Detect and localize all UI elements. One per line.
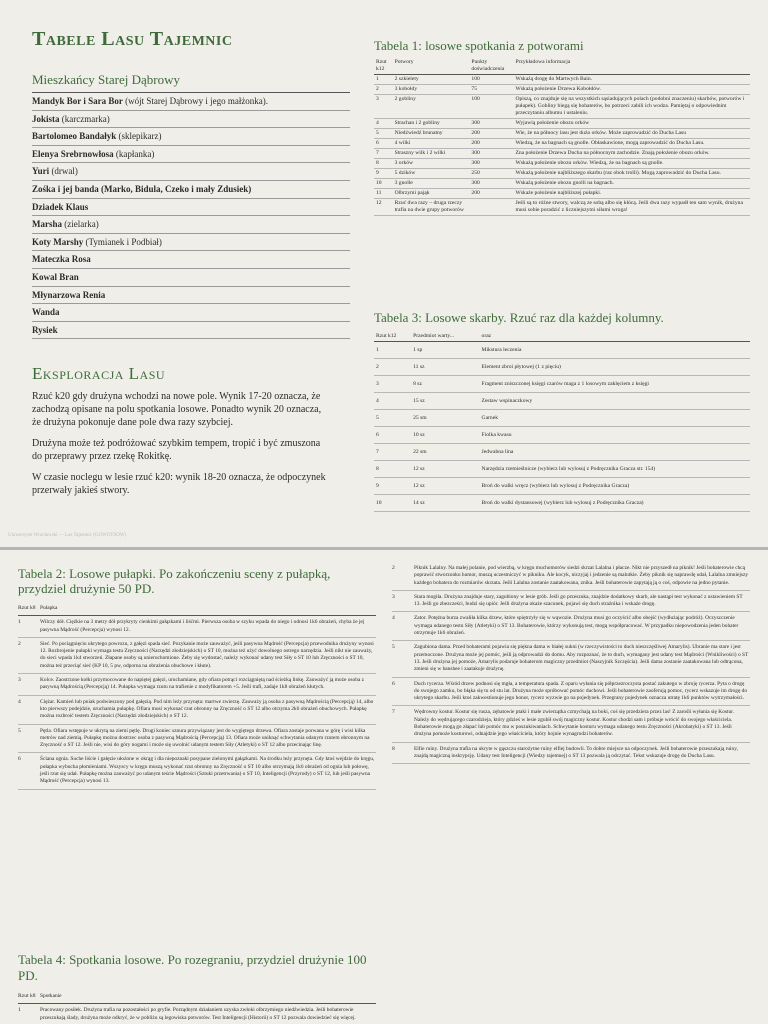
resident-name: Rysiek — [32, 324, 58, 335]
resident-row — [32, 322, 350, 340]
table4 — [18, 990, 376, 1024]
exploration-paragraph: Drużyna może też podróżować szybkim tempem, tropić i być zmuszona do przeprawy przez rzekę Rokitkę. — [32, 438, 321, 462]
table3 — [374, 332, 750, 512]
table1-cell: Wskażą położenie obozu orków. Wiedzą, że na bagnach są gnolle. — [515, 160, 664, 166]
table-row — [392, 591, 750, 613]
resident-name: Koty Marshy — [32, 236, 84, 247]
table1-cell: 100 — [471, 96, 480, 102]
table1-cell: 2 szkielety — [394, 76, 419, 82]
table-row — [374, 478, 750, 495]
table1-cell: Wyjawią położenie obozu orków — [515, 120, 590, 126]
table3-cell: 2 — [376, 364, 379, 370]
table2-roll: 1 — [18, 619, 21, 626]
table-row — [18, 696, 376, 725]
resident-name: Młynarzowa Renia — [32, 289, 106, 300]
resident-row — [32, 163, 350, 181]
resident-row — [32, 93, 350, 111]
table1-cell: Wie, że na północy lasu jest dużo orków. Może zaprowadzić do Ducha Lasu — [515, 130, 687, 136]
table3-cell: Broń do walki dystansowej (wybierz lub wylosuj z Podręcznika Gracza) — [481, 500, 644, 506]
table1-header: Punkty doświadczenia — [471, 59, 505, 72]
table-row — [374, 189, 750, 199]
table3-cell: Jedwabna lina — [481, 449, 514, 455]
table2-roll: 5 — [18, 727, 21, 734]
table-row — [374, 159, 750, 169]
table2-trap: Wilczy dół. Ciężkie na 3 metry dół przykryty cienkimi gałązkami i liśćmi. Pierwsza osoba w szyku wpada do niego i odnosi 1k6 obrażeń, chyba że jej pasywna Mądrość (Percepcja) wynosi 12. — [40, 619, 365, 633]
table1-cell: Strachan i 2 gobliny — [394, 120, 440, 126]
residents-heading: Mieszkańcy Starej Dąbrowy — [32, 72, 350, 93]
table2-roll: 4 — [18, 698, 21, 705]
table4-roll: 1 — [18, 1007, 21, 1014]
table1-cell: Wskażą położenie obozu gnolli na bagnach. — [515, 180, 614, 186]
table1-cell: 4 wilki — [394, 140, 411, 146]
table1-cell: Zna położenie Drzewa Ducha na północnym zachodzie. Znają położenie obozu orków. — [515, 150, 710, 156]
table1-cell: 100 — [471, 76, 480, 82]
table3-cell: 8 — [376, 466, 379, 472]
table3-cell: 3 — [376, 381, 379, 387]
table3-cell: 7 — [376, 449, 379, 455]
table2-section — [18, 566, 376, 790]
table1-cell: 300 — [471, 150, 480, 156]
resident-row — [32, 146, 350, 164]
table2 — [18, 602, 376, 790]
table4-encounter: Zagubiona dama. Przed bohaterami pojawia się piękna dama w białej sukni (w rzeczywistości to duch nieszczęśliwej Amarylis). Ubranie ma stare i jest przemoczone. Drużyna może jej pomóc, jeśli ją odprowadzi do domu. Aby rozpoznać, że to duch, wymagany jest udany test Mądrości (Wnikliwości) o ST 13. Jeśli drużyna jej pomoże, Amarylis podaruje bohaterom magiczny przedmiot (Naszyjnik Szczęścia). Jeśli dama zostanie zaatakowana lub odtrącona, zmieni się w banshee i zaatakuje drużynę. — [414, 644, 749, 673]
table1-cell: 3 gnolle — [394, 180, 413, 186]
table1-cell: Wskaże położenie najbliższej pułapki. — [515, 190, 602, 196]
table3-cell: Fragment zniszczonej księgi czarów maga z 1 losowym zaklęciem z księgi — [481, 381, 649, 387]
table1-cell: 200 — [471, 130, 480, 136]
resident-name: Kowal Bran — [32, 271, 79, 282]
table-row — [374, 393, 750, 410]
table1-cell: 9 — [376, 170, 379, 176]
table1-cell: Rzuć dwa razy – druga rzeczy trafia na dwie grupy potworów — [394, 200, 464, 213]
table4-encounter: Wędrowny kostur. Kostur się rusza, zębatowie ptaki i małe zwierzątka czmychają na boki, coś się przedziera przez las! Z zarośli wyłania się Kostur. Należy do wędrującego czarodzieja, który gdzieś w lesie zgubił swój magiczny kostur. Kostur chodzi sam i próbuje wrócić do swojego właściciela. Bohaterowie mogą go złapać lub pomóc mu w poszukiwaniach. Schwytanie kosturu wymaga udanego testu Zręczności (Akrobatyki) o ST 13. Jeśli drużyna pomoże kosturowi, odnajdzie jego właściciela, który hojnie wynagrodzi bohaterów. — [414, 709, 735, 738]
table3-header: Przedmiot warty... — [413, 333, 455, 339]
table3-cell: Broń do walki wręcz (wybierz lub wylosuj z Podręcznika Gracza) — [481, 483, 630, 489]
table1-cell: 250 — [471, 170, 480, 176]
table1-cell: Wskażą drogę do Martwych Bain. — [515, 76, 593, 82]
table-row — [18, 1004, 376, 1024]
table1-cell: 11 — [376, 190, 382, 196]
table4-continued-rows — [392, 562, 750, 764]
table1-cell: 2 — [376, 86, 379, 92]
table4-roll: 2 — [392, 565, 395, 571]
table1 — [374, 58, 750, 216]
table3-cell: 11 sz — [413, 364, 425, 370]
table1-section — [374, 38, 750, 216]
table3-cell: 1 — [376, 347, 379, 353]
exploration-heading: Eksploracja Lasu — [32, 364, 166, 383]
table1-cell: 2 gobliny — [394, 96, 416, 102]
table1-cell: 7 — [376, 150, 379, 156]
resident-row — [32, 304, 350, 322]
table-row — [374, 444, 750, 461]
table1-cell: 4 — [376, 120, 379, 126]
table-row — [374, 495, 750, 512]
resident-name: Bartolomeo Bandałyk — [32, 131, 117, 142]
table1-cell: 75 — [471, 86, 477, 92]
table3-title: Tabela 3: Losowe skarby. Rzuć raz dla każdej kolumny. — [374, 310, 664, 325]
resident-row — [32, 251, 350, 269]
table-row — [374, 199, 750, 216]
table1-cell: 300 — [471, 160, 480, 166]
table4-roll: 5 — [392, 644, 395, 651]
table1-cell: Straszny wilk i 2 wilki — [394, 150, 446, 156]
table3-cell: 10 — [376, 500, 382, 506]
table1-cell: 6 — [376, 140, 379, 146]
table1-title: Tabela 1: losowe spotkania z potworami — [374, 38, 584, 53]
table3-cell: 4 — [376, 398, 379, 404]
table4-continued — [392, 562, 750, 764]
table-row — [392, 641, 750, 677]
table1-cell: 5 dzików — [394, 170, 416, 176]
resident-name: Yuri — [32, 166, 50, 177]
resident-row — [32, 111, 350, 129]
table1-cell: 12 — [376, 200, 382, 206]
table1-cell: 300 — [471, 120, 480, 126]
table2-header-roll: Rzut k8 — [18, 605, 36, 611]
table-row — [374, 342, 750, 359]
table-row — [392, 612, 750, 641]
exploration-text — [32, 390, 332, 505]
resident-row — [32, 199, 350, 217]
resident-name: Mateczka Rosa — [32, 254, 91, 265]
table4-header-roll: Rzut k8 — [18, 993, 36, 999]
table1-cell: Jeśli są to różne stwory, walczą ze sobą albo się kłócą. Jeśli dwa razy wypadł ten sam wynik, drużyna musi sobie poradzić z liczniejszymi siłami wroga! — [515, 200, 743, 213]
table-row — [374, 95, 750, 119]
table1-cell: 200 — [471, 140, 480, 146]
table2-trap: Sieć. Po pociągnięciu ukrytego powrozu, z gałęzi spada sieć. Pozykanie może zauważyć, jeśli pasywna Mądrość (Percepcja) przewodnika drużyny wynosi 12. Rozbrojenie pułapki wymaga testu Zręczności (Narzędzi złodziejskich) o ST 10, można też użyć dowolnego ostrego narzędzia. Jeśli nikt nie zauważy, do sieci wpada 1k4 stworzeń. Złapane osoby są unieruchomione. Żeby się wydostać, należy wykonać udany test Siły o ST 10 lub Zręczności o ST 10, można też przeciąć sieć (KP 10, 5 pw, odporna na obrażenia obuchowe i kłute). — [40, 640, 374, 669]
resident-row — [32, 181, 350, 199]
table1-cell: Opiszą, co znajduje się na wszystkich sąsiadujących polach (podobni znaczeniu) skarbów, potworów i pułapek). Gobliny biegą się bohaterów, bo potrzeci zabili ich wodza. Pamiętaj o odpowiednim przeczytaniu albumu i ustaleniu. — [515, 96, 745, 116]
resident-row — [32, 269, 350, 287]
table4-encounter: Duch rycerza. Wśród drzew podnosi się mgła, a temperatura spada. Z oparu wyłania się półprzezroczysta postać zakutego w zbroję rycerza. Pyta o drogę do swojego zamku, bo błąka się tu od stu lat. Drużyna może spróbować pomóc duchowi. Jeśli bohaterowie zaoferują pomoc, rycerz wskazuje im drogę do ukrytego skarbu. Jeśli ktoś zakwestionuje jego honor, rycerz wyzwie go na pojedynek. Przegrany pojedynek oznacza utratę 1k6 punktów wytrzymałości. — [414, 680, 748, 702]
resident-name: Mandyk Bor i Sara Bor — [32, 96, 123, 106]
table1-cell: Wskażą położenie Drzewa Kobołdów. — [515, 86, 602, 92]
table3-cell: 9 — [376, 483, 379, 489]
table2-roll: 6 — [18, 756, 21, 763]
table-row — [374, 139, 750, 149]
table4-encounter: Zator. Potężna burza zwaliła kilka drzew, które spiętrzyły się w wąwozie. Drużyna musi go oczyścić albo obejść (wydłużając podróż). Oczyszczenie wymaga udanego testu Siły (Atletyki) o ST 13. Bohaterowie, którzy wykonują test, mogą współpracować. W przypadku niepowodzenia jeden bohater otrzymuje 1k6 obrażeń. — [414, 615, 739, 637]
table4-header-encounter: Spotkanie — [40, 993, 62, 999]
page-divider — [0, 547, 768, 550]
table-row — [392, 562, 750, 591]
table2-roll: 3 — [18, 677, 21, 684]
table1-cell: 5 — [376, 130, 379, 136]
table-row — [374, 129, 750, 139]
resident-name: Elenya Srebrnowłosa — [32, 148, 114, 159]
table-row — [374, 461, 750, 478]
table1-cell: 8 — [376, 160, 379, 166]
table1-cell: 3 orków — [394, 160, 414, 166]
table4-encounter: Pracowany posiłek. Drużyna trafia na pozostałości po gryfie. Porządnym działaniem uzyska zwłoki olbrzymiego niedźwiedzia. Jeśli bohaterowie przeszukają ślady, drużyna może odkryć, że w pobliżu są legowiska potworów. Test Inteligencji (Historii) o ST 12 pozwala dowiedzieć się więcej. — [40, 1007, 356, 1021]
table-row — [374, 85, 750, 95]
table4-title: Tabela 4: Spotkania losowe. Po rozegraniu, przydziel drużynie 100 PD. — [18, 952, 367, 983]
table4-encounter: Elfie ruiny. Drużyna trafia na ukryte w gąszczu starożytne ruiny elfiej budowli. To dobre miejsce na odpoczynek. Jeśli bohaterowie przeszukają ruiny, znajdą magiczną inskrypcję. Udany test Inteligencji (Wiedzy tajemnej) o ST 13 pozwala ją odczytać. Tekst wskazuje drogę do Ducha Lasu. — [414, 745, 738, 759]
table2-trap: Kolce. Zaostrzone kołki przymocowane do napiętej gałęzi, uruchamiane, gdy ofiara potrąci rozciągniętą nad ścieżką linkę. Zauważyć ją może osoba z pasywną Mądrością (Percepcją) 14. Pułapka wymaga rzutu na trafienie z modyfikatorem +5. Jeśli trafi, zadaje 1k8 obrażeń kłutych. — [40, 677, 365, 691]
table1-cell: 3 kobołdy — [394, 86, 418, 92]
table2-roll: 2 — [18, 640, 21, 647]
table1-cell: 300 — [471, 180, 480, 186]
resident-row — [32, 234, 350, 252]
exploration-paragraph: Rzuć k20 gdy drużyna wchodzi na nowe pole. Wynik 17-20 oznacza, że zachodzą opisane na polu spotkania losowe. Ponadto wynik 20 oznacza, że drużyna pokonuje dane pole dwa razy szybciej. — [32, 391, 322, 428]
table1-header: Potwory — [394, 59, 414, 65]
residents-list — [32, 93, 350, 339]
watermark: Uniwersytet Wrocławski — Las Tajemnic (GOWOTSOW) — [8, 533, 127, 538]
resident-role: (sklepikarz) — [116, 131, 162, 142]
table-row — [18, 616, 376, 638]
table3-cell: Garnek — [481, 415, 498, 421]
table-row — [374, 75, 750, 85]
table3-cell: 8 sz — [413, 381, 422, 387]
table-row — [374, 119, 750, 129]
table3-cell: 1 sp — [413, 347, 423, 353]
table-row — [374, 359, 750, 376]
table-row — [374, 410, 750, 427]
table4-roll: 8 — [392, 745, 395, 752]
table1-header: Rzut k12 — [376, 59, 387, 72]
table1-cell: 200 — [471, 190, 480, 196]
table4-roll: 4 — [392, 615, 395, 622]
resident-name: Wanda — [32, 307, 60, 318]
resident-row — [32, 287, 350, 305]
table1-cell: 1 — [376, 76, 379, 82]
table1-cell — [469, 199, 513, 216]
resident-name: Zośka i jej banda (Marko, Bidula, Czeko i mały Zdusiek) — [32, 183, 252, 194]
resident-role: (kapłanka) — [113, 148, 155, 159]
table3-cell: 6 — [376, 432, 379, 438]
table3-cell: 12 sz — [413, 483, 425, 489]
table1-cell: Wiedzą, że na bagnach są gnolle. Obłaskawione, mogą zaprowadzić do Ducha Lasu. — [515, 140, 705, 146]
table-row — [374, 427, 750, 444]
table2-trap: Pętla. Ofiara wstępuje w ukrytą na ziemi pętlę. Drugi koniec sznura przywiązany jest do wygiętego drzewa. Ofiara zostaje porwana w górę i wisi kilka metrów nad ziemią. Pułapkę można dostrzec osoba z pasywną Mądrością (Percepcją) 13. Ofiara może uniknąć schwytania udanym rzutem obronnym na Zręczność o ST 12. Jeśli nie, wisi do góry nogami i może się uwolnić udanym testem Siły (Atletyki) o ST 12 albo przecinając linę. — [40, 727, 370, 749]
table3-header: Rzut k12 — [376, 333, 397, 339]
table-row — [18, 674, 376, 696]
table3-cell: Zestaw wspinaczkowy — [481, 398, 533, 404]
table3-header: oraz — [481, 333, 492, 339]
table-row — [392, 706, 750, 742]
table3-cell: 14 sz — [413, 500, 425, 506]
page-title: Tabele Lasu Tajemnic — [32, 28, 233, 50]
residents-section — [32, 72, 350, 339]
table-row — [392, 743, 750, 765]
resident-name: Dziadek Klaus — [32, 201, 89, 212]
table3-cell: 22 sm — [413, 449, 427, 455]
table2-trap: Ciężar. Kamień lub pniak podwieszony pod gałęzią. Pod nim leży przynęta: martwe zwierzę. Zauważy ją osoba z pasywną Mądrością (Percepcją) 14, albo kto pierwszy podejdzie, uruchamia pułapkę. Ofiara musi wykonać rzut obronny na Zręczność o ST 12 albo otrzyma 2k6 obrażeń obuchowych. Pułapkę można rozbroić testem Zręczności (Narzędzi złodziejskich) o ST 12. — [40, 698, 374, 720]
table2-header-trap: Pułapka — [40, 605, 58, 611]
table-row — [374, 149, 750, 159]
table4-encounter: Piknik Lalalny. Na małej polanie, pod wierzbą, w kręgu muchomorów siedzi skrzat Lalalna i płacze. Nikt nie przyszedł na piknik! Jeśli bohaterowie chcą poprawić stworzonku humor, muszą uczestniczyć w pikniku. Ale kocyk, niczyjaj i jedzenie są malutkie. Żeby piknik się naprawdę udał, Lalalna zmniejszy każdego bohatera do rozmiarów skrzata. Jeśli Lalalna zostanie zaatakowana, znika. Jeśli bohaterowie zapytają ją o coś, odpowie na jedno pytanie. — [414, 565, 749, 586]
table-row — [18, 638, 376, 674]
table2-title: Tabela 2: Losowe pułapki. Po zakończeniu sceny z pułapką, przydziel drużynie 50 PD. — [18, 566, 331, 596]
table4-section — [18, 952, 376, 1024]
table-row — [392, 678, 750, 707]
resident-role: (karczmarka) — [59, 113, 110, 124]
table3-cell: Element zbroi płytowej (1 z pięciu) — [481, 364, 561, 370]
table4-roll: 3 — [392, 593, 395, 600]
table1-header: Przykładowa informacja — [515, 59, 571, 65]
table3-section — [374, 310, 750, 512]
table-row — [374, 376, 750, 393]
table3-cell: Mikstura leczenia — [481, 347, 522, 353]
table2-trap: Ściana ognia. Suche liście i gałęzie ułożone w okrąg i dla niepoznaki posypane zielonymi gałązkami. Na środku leży przynęta. Gdy ktoś wejdzie do kręgu, pułapka wybucha płomieniami. Wszyscy w kręgu muszą wykonać rzut obronny na Zręczność o ST 10 albo otrzymają 1k6 obrażeń od ognia lub połowę, jeśli rzut się udał. Pułapkę można zauważyć po udanym teście Mądrości (Sztuki przetrwania) o ST 10, Inteligencji (Przyrody) o ST 12, lub jeśli pasywna Mądrość (Percepcja) wynosi 13. — [40, 756, 375, 785]
resident-role: (Tymianek i Podbiał) — [83, 236, 162, 247]
table3-cell: 25 sm — [413, 415, 427, 421]
table-row — [374, 179, 750, 189]
table4-roll: 7 — [392, 709, 395, 716]
table3-cell: 12 sz — [413, 466, 425, 472]
resident-role: (wójt Starej Dąbrowy i jego małżonka). — [122, 96, 269, 106]
exploration-paragraph: W czasie noclegu w lesie rzuć k20: wynik 18-20 oznacza, że odpoczynek przerwały jakieś stwory. — [32, 472, 326, 496]
table3-cell: Fiolka kwasu — [481, 432, 512, 438]
table4-encounter: Stara mogiła. Drużyna znajduje stary, zagubiony w lesie grób. Jeśli go przeszuka, znajdzie dodatkowy skarb, ale nastąpi test wykonać z ustawieniem ST 13. Jeśli go zbezcześci, budzi się upiór. Jeśli drużyna okaże szacunek, pojawi się duch strażnika i wskaże drogę. — [414, 593, 743, 608]
resident-row — [32, 128, 350, 146]
table1-cell: Wskażą położenie najbliższego skarbu (raz obok trolli). Mogą zaprowadzić do Ducha Lasu. — [515, 170, 721, 176]
resident-role: (zielarka) — [62, 219, 99, 230]
table1-cell: Olbrzymi pająk — [394, 190, 430, 196]
table3-cell: 5 — [376, 415, 379, 421]
table3-cell: 10 sz — [413, 432, 425, 438]
resident-role: (drwal) — [49, 166, 78, 177]
table3-cell: Narzędzia rzemieślnicze (wybierz lub wylosuj z Podręcznika Gracza str. 154) — [481, 466, 656, 472]
table4-roll: 6 — [392, 680, 395, 687]
table-row — [374, 169, 750, 179]
table1-cell: 10 — [376, 180, 382, 186]
table3-cell: 15 sz — [413, 398, 425, 404]
resident-row — [32, 216, 350, 234]
resident-name: Marsha — [32, 219, 62, 230]
table1-cell: Niedźwiedź brunatny — [394, 130, 443, 136]
resident-name: Jokista — [32, 113, 60, 124]
table-row — [18, 725, 376, 754]
table-row — [18, 753, 376, 789]
table1-cell: 3 — [376, 96, 379, 102]
